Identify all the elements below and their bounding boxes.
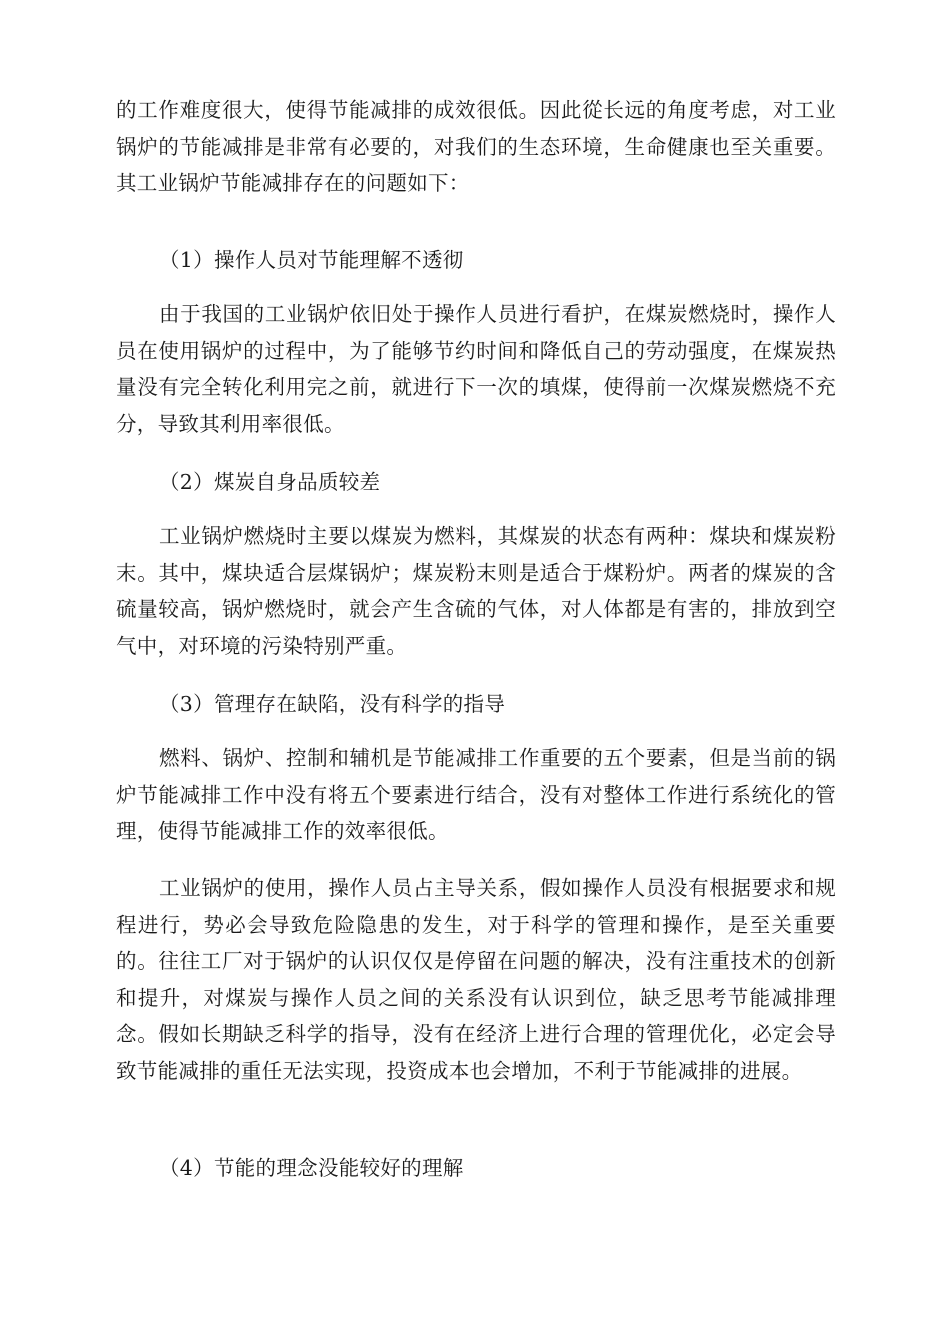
heading-4: （4）节能的理念没能较好的理解 xyxy=(159,1156,464,1180)
heading-1: （1）操作人员对节能理解不透彻 xyxy=(159,248,464,272)
heading-3: （3）管理存在缺陷，没有科学的指导 xyxy=(159,692,506,716)
paragraph-operator: 由于我国的工业锅炉依旧处于操作人员进行看护，在煤炭燃烧时，操作人员在使用锅炉的过程中，为了能够节约时间和降低自己的劳动强度，在煤炭热量没有完全转化利用完之前，就进行下一次的填煤，使得前一次煤炭燃烧不充分，导致其利用率很低。 xyxy=(116,302,836,436)
paragraph-management: 燃料、锅炉、控制和辅机是节能减排工作重要的五个要素，但是当前的锅炉节能减排工作中没有将五个要素进行结合，没有对整体工作进行系统化的管理，使得节能减排工作的效率很低。 xyxy=(116,746,836,843)
paragraph-coal-quality: 工业锅炉燃烧时主要以煤炭为燃料，其煤炭的状态有两种：煤块和煤炭粉末。其中，煤块适合层煤锅炉；煤炭粉末则是适合于煤粉炉。两者的煤炭的含硫量较高，锅炉燃烧时，就会产生含硫的气体，对人体都是有害的，排放到空气中，对环境的污染特别严重。 xyxy=(116,524,836,658)
heading-2: （2）煤炭自身品质较差 xyxy=(159,470,381,494)
paragraph-operation: 工业锅炉的使用，操作人员占主导关系，假如操作人员没有根据要求和规程进行，势必会导致危险隐患的发生，对于科学的管理和操作，是至关重要的。往往工厂对于锅炉的认识仅仅是停留在问题的解决，没有注重技术的创新和提升，对煤炭与操作人员之间的关系没有认识到位，缺乏思考节能减排理念。假如长期缺乏科学的指导，没有在经济上进行合理的管理优化，必定会导致节能减排的重任无法实现，投资成本也会增加，不利于节能减排的进展。 xyxy=(116,876,836,1083)
paragraph-continuation: 的工作难度很大，使得节能减排的成效很低。因此從长远的角度考虑，对工业锅炉的节能减排是非常有必要的，对我们的生态环境，生命健康也至关重要。其工业锅炉节能减排存在的问题如下： xyxy=(116,98,836,195)
